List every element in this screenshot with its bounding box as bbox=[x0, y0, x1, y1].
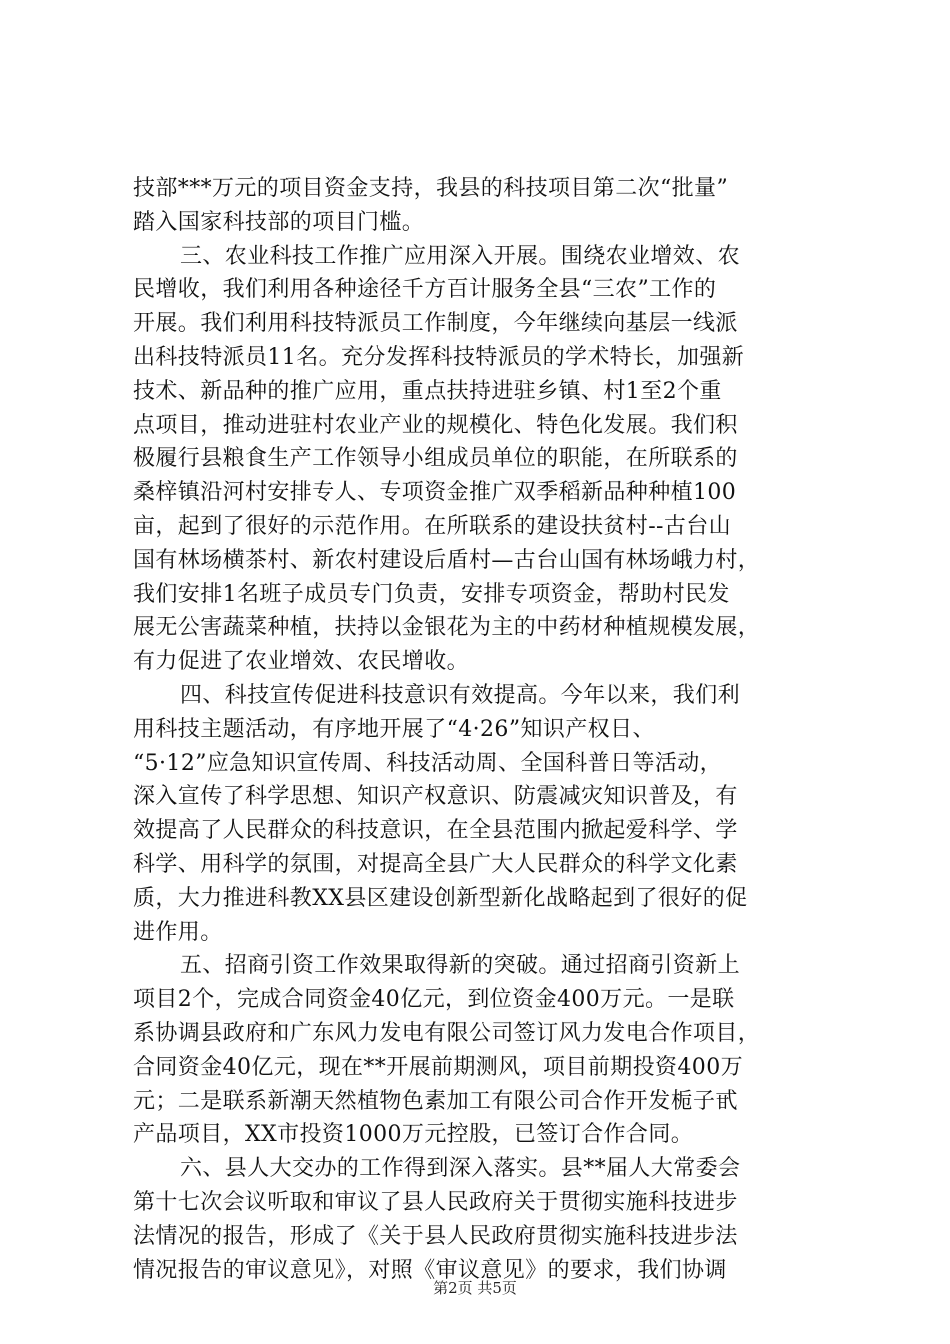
text-line: 点项目，推动进驻村农业产业的规模化、特色化发展。我们积 bbox=[133, 412, 738, 438]
text-line: 桑梓镇沿河村安排专人、专项资金推广双季稻新品种种植100 bbox=[133, 480, 737, 506]
paragraph-first-line: 六、县人大交办的工作得到深入落实。县**届人大常委会 bbox=[180, 1156, 741, 1182]
text-line: 技术、新品种的推广应用，重点扶持进驻乡镇、村1至2个重 bbox=[133, 378, 722, 404]
text-line: 极履行县粮食生产工作领导小组成员单位的职能，在所联系的 bbox=[133, 446, 738, 472]
text-line: 有力促进了农业增效、农民增收。 bbox=[133, 649, 470, 675]
paragraph-first-line: 四、科技宣传促进科技意识有效提高。今年以来，我们利 bbox=[180, 682, 741, 708]
text-line: 亩，起到了很好的示范作用。在所联系的建设扶贫村--古台山 bbox=[133, 513, 732, 539]
page-footer: 第2页 共5页 bbox=[433, 1279, 517, 1297]
text-line: 深入宣传了科学思想、知识产权意识、防震减灾知识普及，有 bbox=[133, 784, 738, 810]
text-line: 第十七次会议听取和审议了县人民政府关于贯彻实施科技进步 bbox=[133, 1189, 738, 1215]
text-line: 系协调县政府和广东风力发电有限公司签订风力发电合作项目， bbox=[133, 1020, 761, 1046]
text-line: 法情况的报告，形成了《关于县人民政府贯彻实施科技进步法 bbox=[133, 1223, 738, 1249]
text-line: 技部***万元的项目资金支持，我县的科技项目第二次“批量” bbox=[133, 176, 729, 201]
text-line: 我们安排1名班子成员专门负责，安排专项资金，帮助村民发 bbox=[133, 581, 730, 607]
text-line: 科学、用科学的氛围，对提高全县广大人民群众的科学文化素 bbox=[133, 851, 738, 877]
text-line: 用科技主题活动，有序地开展了“4·26”知识产权日、 bbox=[133, 716, 655, 742]
text-line: 项目2个，完成合同资金40亿元，到位资金400万元。一是联 bbox=[133, 987, 735, 1013]
text-line: 出科技特派员11名。充分发挥科技特派员的学术特长，加强新 bbox=[133, 344, 745, 370]
text-line: 元；二是联系新潮天然植物色素加工有限公司合作开发栀子甙 bbox=[133, 1088, 738, 1114]
text-line: 开展。我们利用科技特派员工作制度，今年继续向基层一线派 bbox=[133, 311, 738, 337]
text-line: 国有林场横茶村、新农村建设后盾村—古台山国有林场峨力村， bbox=[133, 547, 761, 573]
text-line: 合同资金40亿元，现在**开展前期测风，项目前期投资400万 bbox=[133, 1054, 743, 1080]
text-line: 展无公害蔬菜种植，扶持以金银花为主的中药材种植规模发展， bbox=[133, 615, 761, 641]
paragraph-first-line: 三、农业科技工作推广应用深入开展。围绕农业增效、农 bbox=[180, 243, 741, 269]
body-text bbox=[133, 172, 833, 1287]
text-line: 效提高了人民群众的科技意识，在全县范围内掀起爱科学、学 bbox=[133, 818, 738, 844]
text-line: 民增收，我们利用各种途径千方百计服务全县“三农”工作的 bbox=[133, 277, 717, 303]
text-line: “5·12”应急知识宣传周、科技活动周、全国科普日等活动， bbox=[133, 750, 723, 776]
paragraph-first-line: 五、招商引资工作效果取得新的突破。通过招商引资新上 bbox=[180, 953, 741, 979]
text-line: 踏入国家科技部的项目门槛。 bbox=[133, 209, 425, 235]
text-line: 情况报告的审议意见》，对照《审议意见》的要求，我们协调 bbox=[133, 1257, 727, 1283]
text-line: 质，大力推进科教XX县区建设创新型新化战略起到了很好的促 bbox=[133, 885, 748, 911]
text-line: 产品项目，XX市投资1000万元控股，已签订合作合同。 bbox=[133, 1122, 694, 1148]
text-line: 进作用。 bbox=[133, 919, 223, 945]
